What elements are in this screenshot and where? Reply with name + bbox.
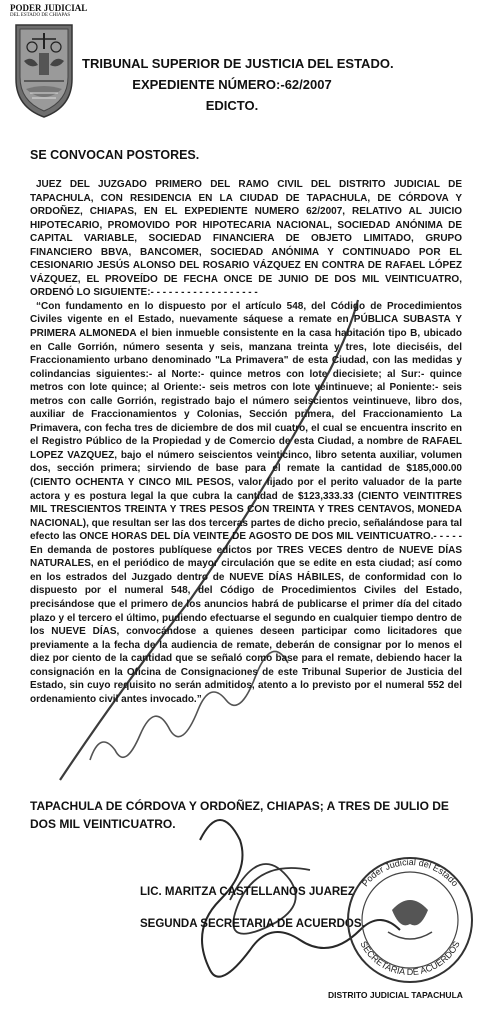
seal-eagle-icon (392, 900, 428, 925)
court-title: TRIBUNAL SUPERIOR DE JUSTICIA DEL ESTADO. (82, 56, 394, 71)
coat-of-arms-icon (10, 19, 78, 119)
seal-ring-bottom-text (358, 939, 461, 977)
signer-title: SEGUNDA SECRETARIA DE ACUERDOS. (140, 918, 365, 930)
seal-ring-bottom-path: SECRETARIA DE ACUERDOS (358, 939, 462, 977)
edict-title: EDICTO. (205, 98, 259, 113)
seal-ring-top-text (360, 857, 460, 888)
signature-scrawl (200, 820, 400, 977)
convocation-heading: SE CONVOCAN POSTORES. (30, 148, 200, 162)
edict-body (30, 178, 462, 706)
closing-place-date: TAPACHULA DE CÓRDOVA Y ORDOÑEZ, CHIAPAS; A TRES DE JULIO DE DOS MIL VEINTICUATRO. (30, 799, 449, 831)
poder-judicial-logo (10, 3, 88, 120)
document-titles (82, 53, 394, 116)
official-seal (348, 857, 472, 982)
signer-name: LIC. MARITZA CASTELLANOS JUAREZ (140, 886, 355, 898)
edict-paragraph: “Con fundamento en lo dispuesto por el artículo 548, del Código de Procedimientos Civiles vigente en el Estado, nuevamente sáquese a remate en PÚBLICA SUBASTA Y PRIMERA ALMONEDA el bien inmueble consistente en la casa habitación tipo B, ubicado en Calle Gorrión, número sesenta y seis, manzana treinta y tres, lote dieciséis, del Fraccionamiento urbano denominado "La Primavera" de esta Ciudad, con las medidas y colindancias siguientes:- al Norte:- quince metros con lote diecisiete; al Sur:- quince metros con lote quince; al Oriente:- seis metros con lote veintinueve; al Poniente:- seis metros con calle Gorrión, registrado bajo el número seiscientos veintinueve, libro dos, auxiliar de Fraccionamientos y Colonias, Sección primera, del Fraccionamiento La Primavera, con fecha tres de diciembre de dos mil cuatro, el cual se encuentra inscrito en el Registro Público de la Propiedad y de Comercio de esta Ciudad, a nombre de RAFAEL LOPEZ VAZQUEZ, bajo el número seiscientos veinticinco, libro setenta auxiliar, volumen dos, sección primera; sirviendo de base para el remate la cantidad de $185,000.00 (CIENTO OCHENTA Y CINCO MIL PESOS, valor fijado por el perito valuador de la parte actora y es postura legal la que cubra la cantidad de $123,333.33 (CIENTO VEINTITRES MIL TRESCIENTOS TREINTA Y TRES PESOS CON TREINTA Y TRES CENTAVOS, MONEDA NACIONAL), que resultan ser las dos terceras partes de dicho precio, señalándose para tal efecto las ONCE HORAS DEL DÍA VEINTE DE AGOSTO DE DOS MIL VEINTICUATRO.- - - - -En demanda de postores publíquese edictos por TRES VECES dentro de NUEVE DÍAS NATURALES, en el periódico de mayor circulación que se edite en esta ciudad; así como en los estrados del Juzgado dentro de NUEVE DÍAS HÁBILES, de conformidad con lo dispuesto por el numeral 548, del Código de Procedimientos Civiles del Estado, precisándose que el primero de los anuncios habrá de publicarse el primer día del citado plazo y el tercero el último, pudiendo efectuarse el segundo en cualquier tiempo dentro de los NUEVE DÍAS, convocándose a quienes deseen participar como licitadores que previamente a la fecha de la audiencia de remate, deberán de consignar por lo menos el diez por ciento de la cantidad que se señaló como base para el remate, debiendo hacer la consignación en la Oficina de Consignaciones de este Tribunal Superior de Justicia del Estado, sin cuyo requisito no serán admitidos, atento a lo previsto por el numeral 552 del ordenamiento civil antes invocado.” (30, 300, 462, 705)
case-number: EXPEDIENTE NÚMERO:-62/2007 (132, 77, 332, 92)
document-header (0, 0, 480, 125)
seal-district-label: DISTRITO JUDICIAL TAPACHULA (328, 990, 463, 1000)
logo-brand-subtext: DEL ESTADO DE CHIAPAS (10, 13, 71, 18)
edict-intro: JUEZ DEL JUZGADO PRIMERO DEL RAMO CIVIL DEL DISTRITO JUDICIAL DE TAPACHULA, CON RESIDENCIA EN LA CIUDAD DE TAPACHULA, DE CÓRDOVA Y ORDOÑEZ, CHIAPAS, EN EL EXPEDIENTE NUMERO 62/2007, RELATIVO AL JUICIO HIPOTECARIO, PROMOVIDO POR HIPOTECARIA NACIONAL, SOCIEDAD ANÓNIMA DE CAPITAL VARIABLE, SOCIEDAD FINANCIERA DE OBJETO LIMITADO, GRUPO FINANCIERO BBVA, BANCOMER, SOCIEDAD ANÓNIMA Y CONTINUADO POR EL CESIONARIO JESÚS ALONSO DEL ROSARIO VÁZQUEZ EN CONTRA DE RAFAEL LÓPEZ VÁZQUEZ, EL PROVEÍDO DE FECHA ONCE DE JUNIO DE DOS MIL VEINTICUATRO, ORDENÓ LO SIGUIENTE:- - - - - - - - - - - - - - - - - - (30, 179, 462, 299)
seal-ring-top-path: Poder Judicial del Estado (359, 856, 461, 889)
logo-brand-text: PODER JUDICIAL (10, 3, 88, 13)
